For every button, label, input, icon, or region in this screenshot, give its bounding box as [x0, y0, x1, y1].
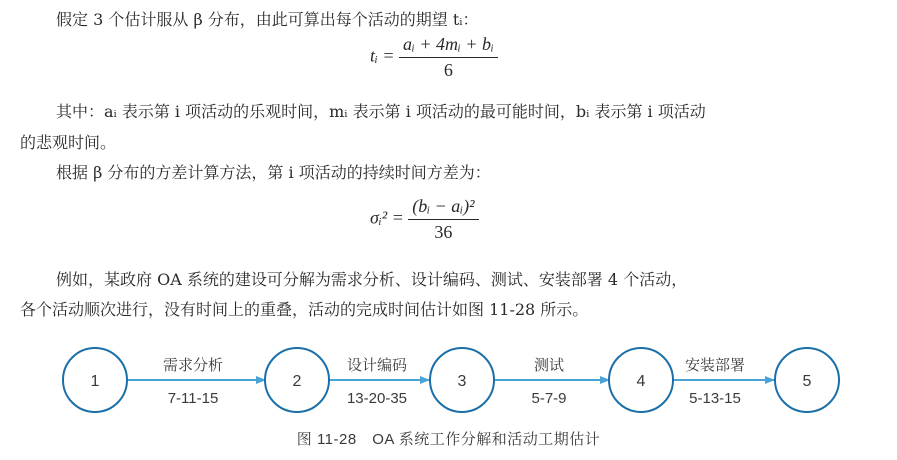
variance-denominator: 36	[434, 222, 453, 242]
expectation-denominator: 6	[443, 60, 453, 80]
expectation-numerator: aᵢ + 4mᵢ + bᵢ	[399, 34, 498, 58]
node-label-1: 1	[90, 373, 100, 390]
paragraph-variable-definitions-cont: 的悲观时间。	[20, 133, 117, 152]
activity-estimate-4: 5-13-15	[689, 390, 741, 407]
paragraph-variable-definitions: 其中：aᵢ 表示第 i 项活动的乐观时间，mᵢ 表示第 i 项活动的最可能时间，bᵢ 表示第 i 项活动	[56, 102, 706, 121]
activity-estimate-2: 13-20-35	[346, 390, 408, 407]
activity-estimate-3: 5-7-9	[531, 390, 567, 407]
node-label-5: 5	[802, 373, 812, 390]
paragraph-example: 例如，某政府 OA 系统的建设可分解为需求分析、设计编码、测试、安装部署 4 个活动，	[56, 270, 688, 289]
node-label-4: 4	[636, 373, 646, 390]
activity-name-4: 安装部署	[684, 357, 746, 374]
variance-formula-lhs: σᵢ² =	[370, 207, 404, 228]
node-label-3: 3	[457, 373, 467, 390]
activity-name-2: 设计编码	[346, 357, 408, 374]
node-label-2: 2	[292, 373, 302, 390]
variance-numerator: (bᵢ − aᵢ)²	[408, 196, 478, 220]
figure-caption: 图 11-28 OA 系统工作分解和活动工期估计	[296, 431, 601, 448]
activity-name-1: 需求分析	[162, 357, 224, 374]
expectation-formula-lhs: tᵢ =	[370, 45, 395, 66]
activity-estimate-1: 7-11-15	[167, 390, 219, 407]
paragraph-expectation-intro: 假定 3 个估计服从 β 分布，由此可算出每个活动的期望 tᵢ：	[56, 10, 479, 29]
paragraph-variance-intro: 根据 β 分布的方差计算方法，第 i 项活动的持续时间方差为：	[56, 163, 491, 182]
paragraph-example-cont: 各个活动顺次进行，没有时间上的重叠，活动的完成时间估计如图 11-28 所示。	[20, 300, 589, 319]
activity-name-3: 测试	[533, 357, 565, 374]
